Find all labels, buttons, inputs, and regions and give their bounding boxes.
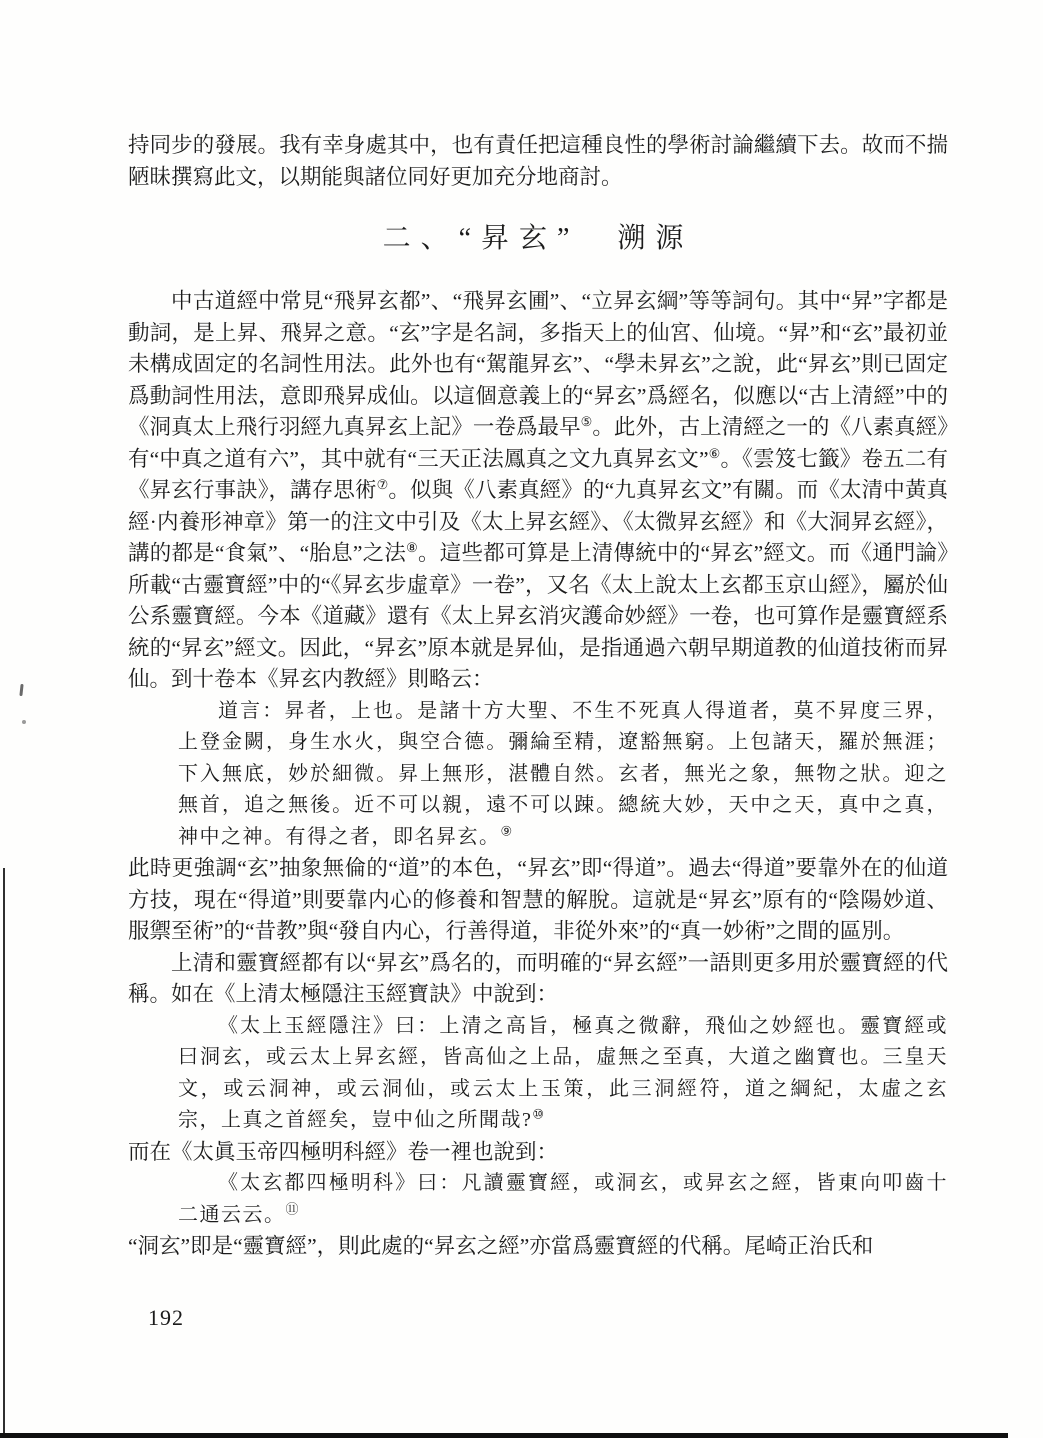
paragraph: 持同步的發展。我有幸身處其中，也有責任把這種良性的學術討論繼續下去。故而不揣陋昧撰寫此文，以期能與諸位同好更加充分地商討。 <box>128 133 948 189</box>
page-body <box>128 130 948 1263</box>
paragraph: 上清和靈寶經都有以“昇玄”爲名的，而明確的“昇玄經”一語則更多用於靈寶經的代稱。如在《上清太極隱注玉經寶訣》中說到： <box>128 950 948 1006</box>
quote-block: 《太玄都四極明科》曰：凡讀靈寶經，或洞玄，或昇玄之經，皆東向叩齒十二通云云。⑪ <box>178 1172 948 1226</box>
paragraph: 而在《太眞玉帝四極明科經》卷一裡也說到： <box>128 1139 559 1164</box>
scan-speck <box>19 684 23 696</box>
quote-block: 《太上玉經隱注》曰：上清之高旨，極真之微辭，飛仙之妙經也。靈寶經或曰洞玄，或云太上昇玄經，皆高仙之上品，虛無之至真，大道之幽寶也。三皇天文，或云洞神，或云洞仙，或云太上玉策，此三洞經符，道之綱紀，太虛之玄宗，上真之首經矣，豈中仙之所聞哉?⑩ <box>178 1014 948 1131</box>
scan-edge-line-left <box>3 868 5 1438</box>
scan-speck <box>22 720 26 724</box>
paragraph: 此時更強調“玄”抽象無倫的“道”的本色，“昇玄”即“得道”。過去“得道”要靠外在的仙道方技，現在“得道”則要靠内心的修養和智慧的解脫。這就是“昇玄”原有的“陰陽妙道、服禦至術”的“昔教”與“發自内心，行善得道，非從外來”的“真一妙術”之間的區別。 <box>128 856 948 943</box>
paragraph: 中古道經中常見“飛昇玄都”、“飛昇玄圃”、“立昇玄綱”等等詞句。其中“昇”字都是動詞，是上昇、飛昇之意。“玄”字是名詞，多指天上的仙宮、仙境。“昇”和“玄”最初並未構成固定的名詞性用法。此外也有“駕龍昇玄”、“學未昇玄”之說，此“昇玄”則已固定爲動詞性用法，意即飛昇成仙。以這個意義上的“昇玄”爲經名，似應以“古上清經”中的《洞真太上飛行羽經九真昇玄上記》一卷爲最早⑤。此外，古上清經之一的《八素真經》有“中真之道有六”，其中就有“三天正法鳳真之文九真昇玄文”⑥。《雲笈七籤》卷五二有《昇玄行事訣》，講存思術⑦。似與《八素真經》的“九真昇玄文”有關。而《太清中黃真經·内養形神章》第一的注文中引及《太上昇玄經》、《太微昇玄經》和《大洞昇玄經》，講的都是“食氣”、“胎息”之法⑧。這些都可算是上清傳統中的“昇玄”經文。而《通門論》所載“古靈寶經”中的“《昇玄步虛章》一卷”，又名《太上說太上玄都玉京山經》，屬於仙公系靈寶經。今本《道藏》還有《太上昇玄消灾護命妙經》一卷，也可算作是靈寶經系統的“昇玄”經文。因此，“昇玄”原本就是昇仙，是指通過六朝早期道教的仙道技術而昇仙。到十卷本《昇玄内教經》則略云： <box>128 289 949 691</box>
paragraph: “洞玄”即是“靈寶經”，則此處的“昇玄之經”亦當爲靈寶經的代稱。尾崎正治氏和 <box>128 1234 874 1258</box>
section-heading: 二、“昇玄” 溯源 <box>382 223 694 254</box>
scan-edge-line-bottom <box>0 1433 1008 1438</box>
quote-block: 道言：昇者，上也。是諸十方大聖、不生不死真人得道者，莫不昇度三界，上登金闕，身生水火，與空合德。彌綸至精，遼豁無窮。上包諸天，羅於無涯；下入無底，妙於細微。昇上無形，湛體自然。玄者，無光之象，無物之狀。迎之無首，追之無後。近不可以親，遠不可以踈。總統大妙，天中之天，真中之真，神中之神。有得之者，即名昇玄。⑨ <box>178 699 948 848</box>
page-number: 192 <box>148 1305 184 1330</box>
